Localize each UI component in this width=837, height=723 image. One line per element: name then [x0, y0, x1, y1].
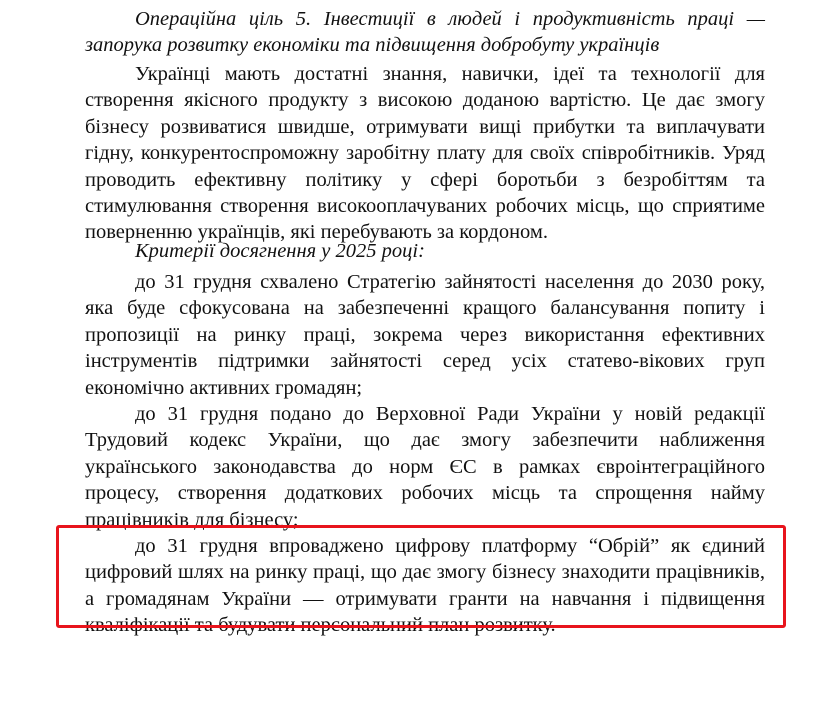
goal-heading: Операційна ціль 5. Інвестиції в людей і продуктивність праці — запорука розвитку економіки та підвищення добробуту українців [85, 8, 765, 57]
criterion-labour-code: до 31 грудня подано до Верховної Ради України у новій редакції Трудовий кодекс України, що дає змогу забезпечити наближення українського законодавства до норм ЄС в рамках євроінтеграційного процесу, створення додаткових робочих місць та спрощення найму працівників для бізнесу; [85, 403, 765, 531]
criterion-employment-strategy: до 31 грудня схвалено Стратегію зайнятості населення до 2030 року, яка буде сфокусована на забезпеченні кращого балансування попиту і пропозиції на ринку праці, зокрема через використання ефективних інструментів підтримки зайнятості серед усіх статево-вікових груп економічно активних громадян; [85, 271, 765, 399]
criteria-heading: Критерії досягнення у 2025 році: [135, 240, 425, 262]
criterion-obrii-platform: до 31 грудня впроваджено цифрову платформу “Обрій” як єдиний цифровий шлях на ринку праці, що дає змогу бізнесу знаходити працівників, а громадянам України — отримувати гранти на навчання і підвищення кваліфікації та будувати персональний план розвитку. [85, 535, 765, 637]
highlight-box [56, 525, 786, 628]
intro-paragraph: Українці мають достатні знання, навички, ідеї та технології для створення якісного продукту з високою доданою вартістю. Це дає змогу бізнесу розвиватися швидше, отримувати вищі прибутки та виплачувати гідну, конкурентоспроможну заробітну плату для своїх співробітників. Уряд проводить ефективну політику у сфері боротьби з безробіттям та стимулювання створення високооплачуваних робочих місць, що сприятиме поверненню українців, які перебувають за кордоном. [85, 63, 765, 244]
